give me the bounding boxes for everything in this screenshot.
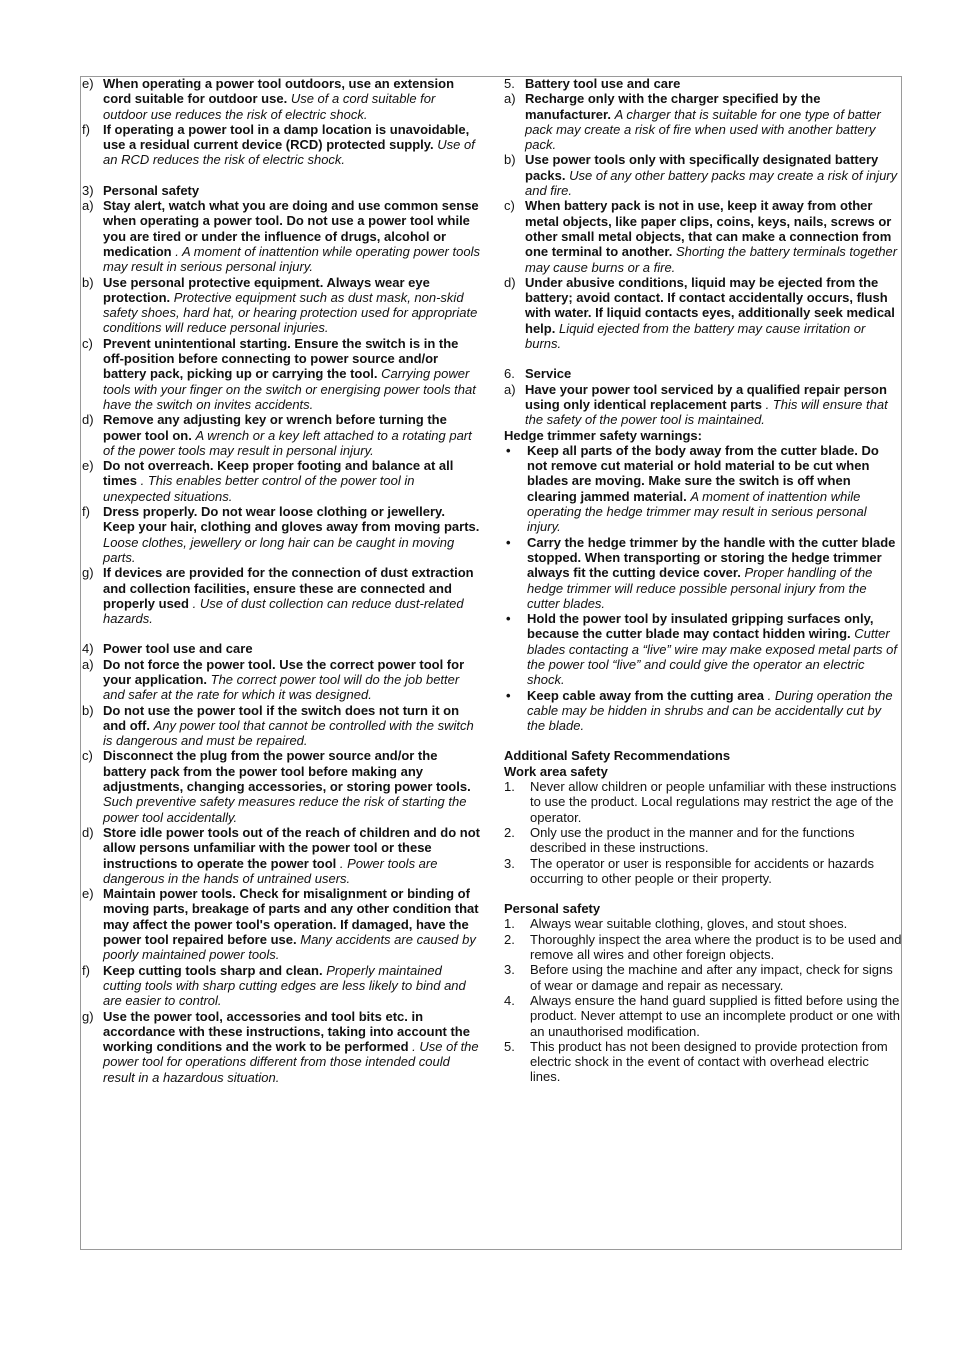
left-column [82, 76, 480, 1085]
item-warning: Carry the hedge trimmer by the handle with the cutter blade stopped. When transporting or storing the hedge trimmer always fit the cutting device cover. [527, 534, 896, 581]
item-label: a) [82, 656, 94, 672]
item-label: c) [82, 335, 93, 351]
section-heading [504, 76, 902, 91]
item-label: 2. [504, 824, 515, 840]
section-title: Additional Safety Recommendations [504, 748, 731, 764]
item-body [103, 504, 480, 565]
item-label: 1. [504, 779, 515, 795]
list-item [82, 825, 480, 886]
list-item [504, 779, 902, 825]
item-body [103, 825, 480, 886]
item-body: Thoroughly inspect the area where the product is to be used and remove all wires and other foreign objects. [530, 931, 902, 963]
item-explanation: Loose clothes, jewellery or long hair can be caught in moving parts. [103, 534, 455, 565]
item-explanation: Carrying power tools with your finger on the switch or energising power tools that have the switch on invites accidents. [103, 366, 476, 412]
item-body [103, 458, 480, 504]
list-item [82, 565, 480, 626]
list-item [82, 748, 480, 824]
section-title: Personal safety [103, 182, 200, 198]
item-body [103, 748, 480, 824]
item-label: 1. [504, 916, 515, 932]
item-warning: If devices are provided for the connection of dust extraction and collection facilities, ensure these are connected and properly used [103, 565, 474, 611]
bullet: • [506, 611, 511, 627]
item-label: g) [82, 1008, 94, 1024]
list-item [504, 856, 902, 887]
item-warning: Have your power tool serviced by a qualified repair person using only identical replacement parts [525, 381, 887, 412]
bullet: • [506, 442, 511, 458]
list-item [504, 443, 902, 535]
item-label: a) [504, 381, 516, 397]
section-battery-tool [504, 76, 902, 351]
section-title: Battery tool use and care [525, 76, 681, 91]
list-item [82, 122, 480, 168]
item-warning: Keep cable away from the cutting area [527, 687, 764, 703]
item-body [103, 336, 480, 412]
list-item [82, 412, 480, 458]
item-label: d) [82, 412, 94, 428]
item-warning: Use the power tool, accessories and tool bits etc. in accordance with these instructions, taking into account the working conditions and the work to be performed [103, 1008, 470, 1055]
item-explanation: . Use of dust collection can reduce dust-related hazards. [103, 595, 464, 627]
item-label: b) [82, 702, 94, 718]
item-body [103, 1009, 480, 1085]
item-label: g) [82, 565, 94, 581]
item-warning: Use personal protective equipment. Always wear eye protection. [103, 274, 430, 305]
item-warning: Prevent unintentional starting. Ensure the switch is in the off-position before connecting to power source and/or battery pack, picking up or carrying the tool. [103, 335, 459, 382]
section-number: 6. [504, 366, 515, 382]
item-explanation: Use of a cord suitable for outdoor use reduces the risk of electric shock. [103, 91, 436, 122]
item-label: a) [82, 198, 94, 214]
item-label: 2. [504, 931, 515, 947]
item-warning: Hold the power tool by insulated gripping surfaces only, because the cutter blade may contact hidden wiring. [527, 611, 874, 642]
item-explanation: A wrench or a key left attached to a rotating part of the power tools may result in personal injury. [103, 427, 472, 458]
list-item [82, 275, 480, 336]
list-item [504, 1039, 902, 1085]
item-explanation: . Power tools are dangerous in the hands of untrained users. [103, 855, 438, 886]
item-body [103, 198, 480, 274]
section-title: Service [525, 366, 572, 382]
item-body [525, 382, 902, 428]
item-body [525, 152, 902, 198]
item-body [103, 275, 480, 336]
item-warning: Store idle power tools out of the reach of children and do not allow persons unfamiliar with the power tool or these instructions to operate the power tool [103, 824, 481, 871]
item-explanation: The correct power tool will do the job better and safer at the rate for which it was designed. [103, 671, 460, 703]
item-body [103, 963, 480, 1009]
item-label: b) [504, 152, 516, 168]
item-body [103, 412, 480, 458]
item-explanation: . During operation the cable may be hidden in shrubs and can be accidentally cut by the blade. [527, 687, 893, 734]
item-body [103, 703, 480, 749]
item-warning: Remove any adjusting key or wrench before turning the power tool on. [103, 412, 447, 443]
list-item [82, 198, 480, 274]
list-item [82, 886, 480, 962]
item-body: The operator or user is responsible for accidents or hazards occurring to other people or their property. [530, 855, 874, 886]
section-service [504, 366, 902, 427]
item-body [527, 535, 902, 611]
top-items [82, 76, 480, 168]
item-body [527, 688, 902, 734]
item-explanation: . This enables better control of the power tool in unexpected situations. [103, 473, 415, 504]
item-label: c) [82, 748, 93, 764]
subsection-title: Personal safety [504, 901, 601, 917]
section-title: Hedge trimmer safety warnings: [504, 427, 702, 443]
item-explanation: Protective equipment such as dust mask, non-skid safety shoes, hard hat, or hearing protection used for appropriate conditions will reduce personal injuries. [103, 289, 478, 336]
item-warning: Do not overreach. Keep proper footing and balance at all times [103, 458, 454, 489]
list-item [504, 825, 902, 856]
item-warning: Keep cutting tools sharp and clean. [103, 962, 323, 978]
item-label: d) [82, 824, 94, 840]
item-warning: Do not use the power tool if the switch does not turn it on and off. [103, 702, 460, 733]
item-warning: Recharge only with the charger specified by the manufacturer. [525, 91, 821, 122]
item-warning: Dress properly. Do not wear loose clothing or jewellery. Keep your hair, clothing and gloves away from moving parts. [103, 504, 480, 535]
item-label: d) [504, 274, 516, 290]
item-label: f) [82, 962, 90, 978]
item-label: f) [82, 504, 90, 520]
list-item [504, 688, 902, 734]
list-item [504, 535, 902, 611]
list-item [504, 932, 902, 963]
item-explanation: Use of an RCD reduces the risk of electric shock. [103, 137, 475, 168]
item-explanation: Such preventive safety measures reduce the risk of starting the power tool accidentally. [103, 794, 467, 825]
list-item [504, 916, 902, 931]
section-number: 5. [504, 76, 515, 91]
item-label: b) [82, 274, 94, 290]
item-explanation: Properly maintained cutting tools with sharp cutting edges are less likely to bind and are easier to control. [103, 962, 466, 1009]
item-warning: Disconnect the plug from the power source and/or the battery pack from the power tool before making any adjustments, changing accessories, or storing power tools. [103, 748, 471, 795]
section-additional [504, 748, 902, 1084]
list-item [82, 703, 480, 749]
item-body [525, 91, 902, 152]
section-number: 4) [82, 641, 94, 657]
bullet: • [506, 534, 511, 550]
item-explanation: Proper handling of the hedge trimmer will reduce possible personal injury from the cutter blades. [527, 565, 873, 611]
item-warning: Under abusive conditions, liquid may be ejected from the battery; avoid contact. If contact accidentally occurs, flush with water. If liquid contacts eyes, additionally seek medical help. [525, 274, 895, 336]
list-item [82, 1009, 480, 1085]
section-personal-safety [82, 183, 480, 627]
item-label: c) [504, 198, 515, 214]
list-item [504, 611, 902, 687]
item-warning: Use power tools only with specifically designated battery packs. [525, 152, 879, 183]
item-label: e) [82, 76, 94, 91]
item-warning: When battery pack is not in use, keep it away from other metal objects, like paper clips, coins, keys, nails, screws or other small metal objects, that can make a connection from one terminal to another. [525, 198, 892, 260]
item-explanation: A charger that is suitable for one type of batter pack may create a risk of fire when used with another battery pack. [525, 106, 881, 153]
item-label: a) [504, 91, 516, 107]
item-body: Always ensure the hand guard supplied is fitted before using the product. Never attempt to use an incomplete product or one with an unauthorised modification. [530, 992, 900, 1039]
list-item [82, 963, 480, 1009]
item-body [103, 886, 480, 962]
item-label: e) [82, 458, 94, 474]
list-item [82, 458, 480, 504]
item-body: This product has not been designed to provide protection from electric shock in the event of contact with overhead electric lines. [530, 1038, 888, 1085]
list-item [504, 198, 902, 274]
item-warning: Stay alert, watch what you are doing and use common sense when operating a power tool. Do not use a power tool while you are tired or under the influence of drugs, alcohol or medication [103, 198, 479, 259]
item-warning: Keep all parts of the body away from the cutter blade. Do not remove cut material or hold material to be cut when blades are moving. Make sure the switch is off when clearing jammed material. [527, 442, 879, 504]
list-item [504, 91, 902, 152]
item-body [527, 443, 902, 535]
item-explanation: . A moment of inattention while operating power tools may result in serious personal injury. [103, 243, 480, 275]
item-explanation: . Use of the power tool for operations different from those intended could result in a hazardous situation. [103, 1039, 479, 1085]
item-explanation: A moment of inattention while operating the hedge trimmer may result in serious personal injury. [527, 488, 867, 535]
item-label: 3. [504, 962, 515, 978]
item-explanation: Many accidents are caused by poorly maintained power tools. [103, 932, 476, 963]
bullet: • [506, 687, 511, 703]
subsection-title: Work area safety [504, 763, 608, 779]
item-body: Only use the product in the manner and for the functions described in these instructions. [530, 824, 855, 856]
item-label: f) [82, 121, 90, 137]
item-body: Before using the machine and after any impact, check for signs of wear or damage and repair as necessary. [530, 962, 893, 993]
item-label: 4. [504, 992, 515, 1008]
list-item [504, 993, 902, 1039]
item-body: Always wear suitable clothing, gloves, and stout shoes. [530, 916, 848, 932]
list-item [82, 76, 480, 122]
item-body [103, 565, 480, 626]
section-heading [82, 183, 480, 198]
section-heading [504, 366, 902, 381]
item-explanation: . This will ensure that the safety of the power tool is maintained. [525, 396, 888, 428]
item-explanation: Liquid ejected from the battery may cause irritation or burns. [525, 320, 866, 352]
right-column [504, 76, 902, 1085]
list-item [504, 962, 902, 993]
item-body [525, 198, 902, 274]
item-warning: When operating a power tool outdoors, use an extension cord suitable for outdoor use. [103, 76, 455, 107]
item-warning: If operating a power tool in a damp location is unavoidable, use a residual current device (RCD) protected supply. [103, 121, 470, 153]
list-item [82, 504, 480, 565]
item-explanation: Any power tool that cannot be controlled with the switch is dangerous and must be repaired. [103, 717, 474, 749]
item-label: e) [82, 886, 94, 902]
list-item [82, 657, 480, 703]
item-explanation: Cutter blades contacting a “live” wire may make exposed metal parts of the power tool “live” and could give the operator an electric shock. [527, 626, 897, 688]
section-heading [82, 641, 480, 656]
item-warning: Do not force the power tool. Use the correct power tool for your application. [103, 656, 465, 687]
section-hedge-trimmer [504, 428, 902, 734]
item-body: Never allow children or people unfamiliar with these instructions to use the product. Local regulations may restrict the age of the operator. [530, 779, 897, 825]
item-warning: Maintain power tools. Check for misalignment or binding of moving parts, breakage of parts and any other condition that may affect the power tool's operation. If damaged, have the power tool repaired before use. [103, 886, 479, 948]
list-item [504, 275, 902, 351]
section-title: Power tool use and care [103, 641, 253, 657]
section-power-tool-use [82, 641, 480, 1085]
item-label: 5. [504, 1038, 515, 1054]
item-body [525, 275, 902, 351]
item-explanation: Shorting the battery terminals together may cause burns or a fire. [525, 244, 898, 275]
section-number: 3) [82, 182, 94, 198]
list-item [504, 152, 902, 198]
item-label: 3. [504, 855, 515, 871]
item-body [103, 657, 480, 703]
list-item [504, 382, 902, 428]
list-item [82, 336, 480, 412]
item-body [527, 611, 902, 687]
item-explanation: Use of any other battery packs may create a risk of injury and fire. [525, 167, 898, 199]
